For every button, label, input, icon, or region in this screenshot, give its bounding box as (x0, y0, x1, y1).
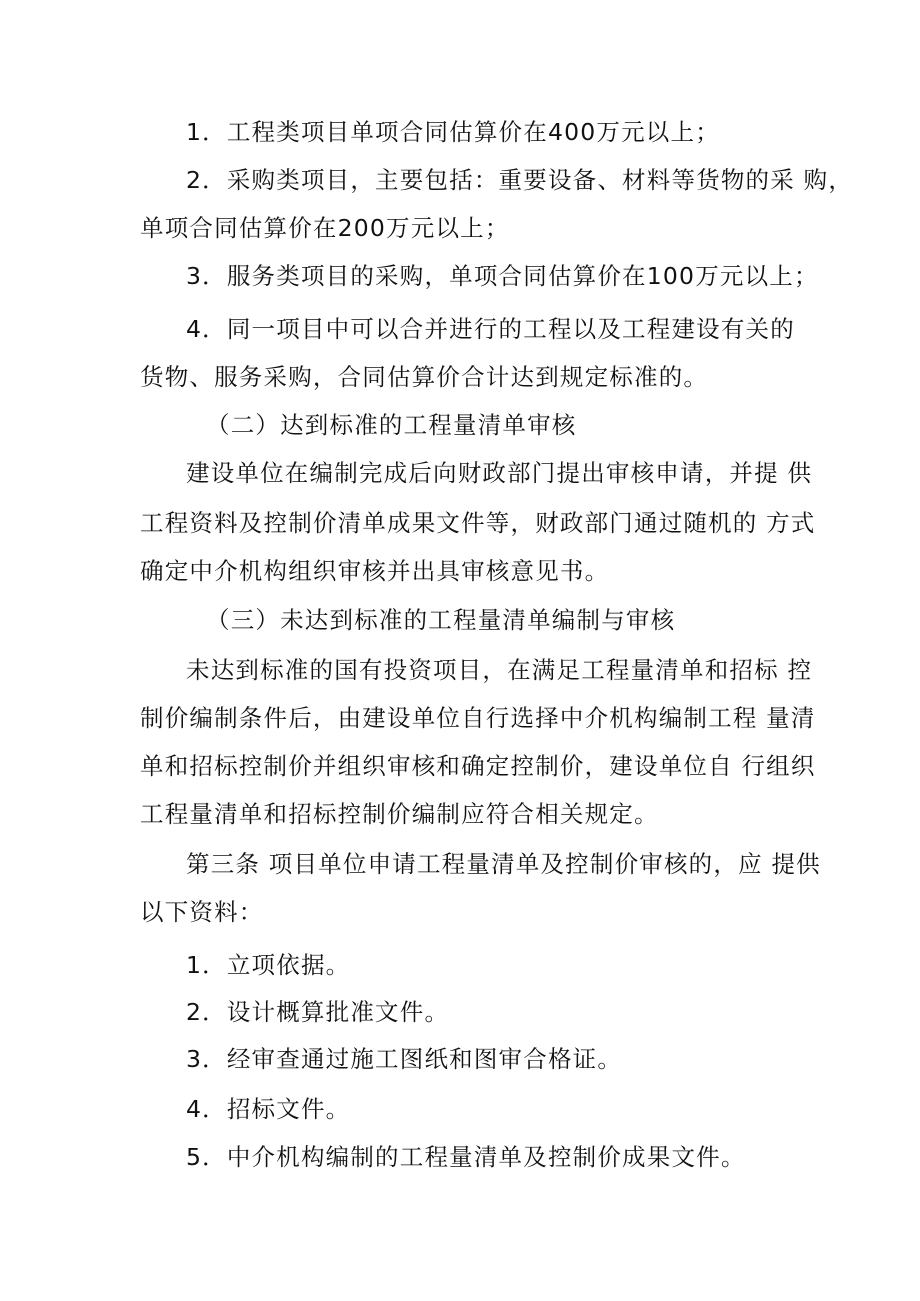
item-1-engineering: 1．工程类项目单项合同估算价在400万元以上； (186, 118, 720, 146)
material-item-5: 5．中介机构编制的工程量清单及控制价成果文件。 (186, 1143, 746, 1171)
section-3-heading: （三）未达到标准的工程量清单编制与审核 (206, 606, 676, 634)
section-3-para-line4: 工程量清单和招标控制价编制应符合相关规定。 (140, 800, 659, 828)
section-2-heading: （二）达到标准的工程量清单审核 (206, 411, 577, 439)
section-3-para-line2: 制价编制条件后，由建设单位自行选择中介机构编制工程 量清 (140, 704, 816, 732)
material-item-1: 1．立项依据。 (186, 951, 351, 979)
item-4-combined-line1: 4．同一项目中可以合并进行的工程以及工程建设有关的 (186, 315, 795, 343)
material-item-2: 2．设计概算批准文件。 (186, 998, 450, 1026)
section-2-para-line1: 建设单位在编制完成后向财政部门提出审核申请，并提 供 (186, 459, 813, 487)
material-item-4: 4．招标文件。 (186, 1095, 351, 1123)
section-2-para-line3: 确定中介机构组织审核并出具审核意见书。 (140, 557, 610, 585)
item-2-procurement-line2: 单项合同估算价在200万元以上； (140, 214, 510, 242)
item-4-combined-line2: 货物、服务采购，合同估算价合计达到规定标准的。 (140, 363, 709, 391)
article-3-line2: 以下资料： (140, 898, 264, 926)
section-3-para-line3: 单和招标控制价并组织审核和确定控制价，建设单位自 行组织 (140, 752, 816, 780)
item-2-procurement-line1: 2．采购类项目，主要包括：重要设备、材料等货物的采 购， (186, 166, 854, 194)
article-3-line1: 第三条 项目单位申请工程量清单及控制价审核的，应 提供 (186, 850, 821, 878)
item-3-services: 3．服务类项目的采购，单项合同估算价在100万元以上； (186, 262, 819, 290)
section-3-para-line1: 未达到标准的国有投资项目，在满足工程量清单和招标 控 (186, 656, 813, 684)
material-item-3: 3．经审查通过施工图纸和图审合格证。 (186, 1045, 623, 1073)
section-2-para-line2: 工程资料及控制价清单成果文件等，财政部门通过随机的 方式 (140, 509, 816, 537)
